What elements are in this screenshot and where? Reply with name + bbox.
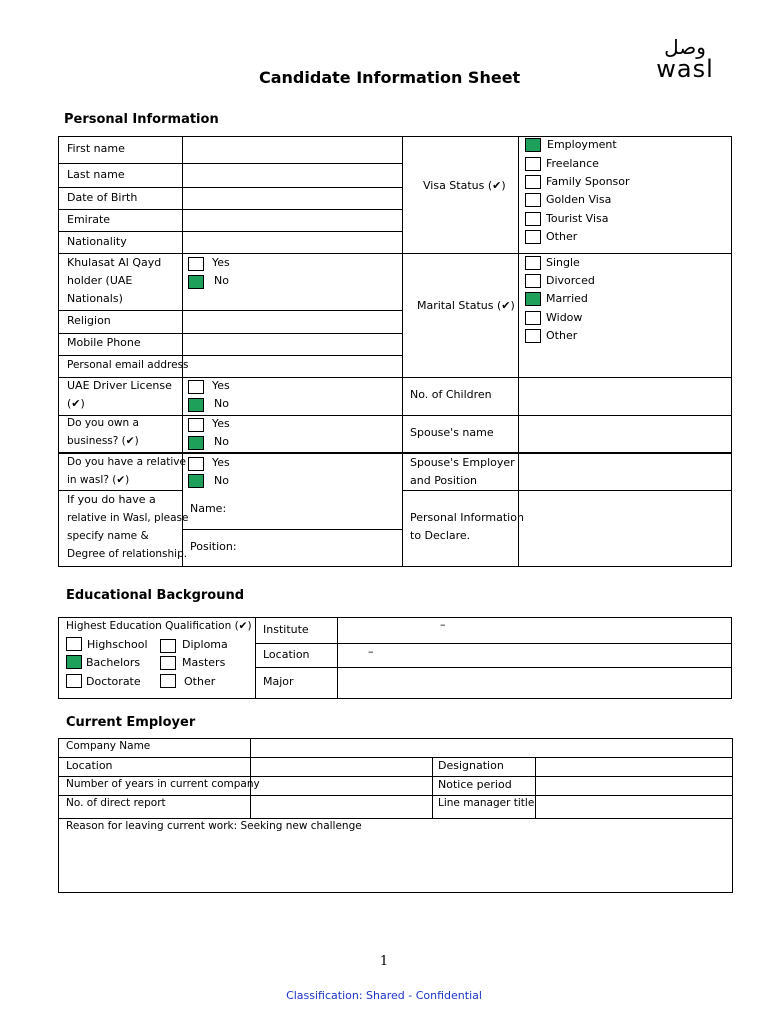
grid-line <box>58 187 402 188</box>
edu-diploma-checkbox[interactable] <box>160 639 176 653</box>
notice-label: Notice period <box>438 778 512 791</box>
grid-line <box>518 136 519 567</box>
grid-line <box>58 231 402 232</box>
line-manager-label: Line manager title <box>438 797 535 809</box>
first-name-label: First name <box>67 142 125 155</box>
if-relative-line2: relative in Wasl, please <box>67 512 189 524</box>
personal-table-border <box>58 136 732 567</box>
marital-widow-label: Widow <box>546 311 583 324</box>
grid-line <box>255 617 256 699</box>
qualification-label: Highest Education Qualification (✔) <box>66 620 252 632</box>
grid-line <box>255 667 732 668</box>
employer-table-border <box>58 738 733 893</box>
relative-no-checkbox[interactable] <box>188 474 204 488</box>
grid-line <box>255 643 732 644</box>
marital-married-checkbox[interactable] <box>525 292 541 306</box>
marital-divorced-label: Divorced <box>546 274 595 287</box>
marital-other-label: Other <box>546 329 578 342</box>
designation-label: Designation <box>438 759 504 772</box>
visa-other-label: Other <box>546 230 578 243</box>
marital-divorced-checkbox[interactable] <box>525 274 541 288</box>
email-label: Personal email address <box>67 359 189 371</box>
grid-line <box>58 757 733 758</box>
logo-arabic: وصل <box>664 35 706 59</box>
relative-name-label: Name: <box>190 502 227 515</box>
qayd-label-line1: Khulasat Al Qayd <box>67 256 162 269</box>
business-label-line2: business? (✔) <box>67 435 139 447</box>
visa-golden-label: Golden Visa <box>546 193 612 206</box>
business-yes-checkbox[interactable] <box>188 418 204 432</box>
institute-value: – <box>440 618 446 631</box>
edu-other-label: Other <box>184 675 216 688</box>
education-section-heading: Educational Background <box>66 588 245 603</box>
relative-label-line1: Do you have a relative <box>67 456 186 468</box>
last-name-label: Last name <box>67 168 125 181</box>
grid-line <box>58 355 402 356</box>
grid-line <box>402 490 732 491</box>
marital-status-label: Marital Status (✔) <box>417 299 515 312</box>
children-label: No. of Children <box>410 388 492 401</box>
license-yes-checkbox[interactable] <box>188 380 204 394</box>
relative-no-label: No <box>214 474 229 487</box>
visa-employment-label: Employment <box>547 138 617 151</box>
company-name-label: Company Name <box>66 740 151 752</box>
visa-freelance-checkbox[interactable] <box>525 157 541 171</box>
edu-masters-checkbox[interactable] <box>160 656 176 670</box>
edu-location-label: Location <box>263 648 310 661</box>
classification-label: Classification: Shared - Confidential <box>286 989 482 1002</box>
visa-family-label: Family Sponsor <box>546 175 630 188</box>
grid-line <box>402 136 403 567</box>
qayd-yes-label: Yes <box>212 256 230 269</box>
relative-label-line2: in wasl? (✔) <box>67 474 130 486</box>
spouse-employer-line2: and Position <box>410 474 478 487</box>
wasl-logo <box>652 36 722 86</box>
visa-status-label: Visa Status (✔) <box>423 179 506 192</box>
edu-diploma-label: Diploma <box>182 638 228 651</box>
qayd-yes-checkbox[interactable] <box>188 257 204 271</box>
if-relative-line3: specify name & <box>67 530 149 542</box>
reason-for-leaving: Reason for leaving current work: Seeking new challenge <box>66 820 362 832</box>
if-relative-line1: If you do have a <box>67 493 156 506</box>
marital-single-checkbox[interactable] <box>525 256 541 270</box>
religion-label: Religion <box>67 314 111 327</box>
page-title: Candidate Information Sheet <box>259 68 521 87</box>
relative-yes-checkbox[interactable] <box>188 457 204 471</box>
major-label: Major <box>263 675 294 688</box>
qayd-label-line2: holder (UAE <box>67 274 133 287</box>
visa-family-checkbox[interactable] <box>525 175 541 189</box>
grid-line <box>182 136 183 567</box>
qayd-no-label: No <box>214 274 229 287</box>
declare-line1: Personal Information <box>410 511 524 524</box>
employer-section-heading: Current Employer <box>66 715 196 730</box>
edu-masters-label: Masters <box>182 656 226 669</box>
direct-report-label: No. of direct report <box>66 797 166 809</box>
visa-other-checkbox[interactable] <box>525 230 541 244</box>
visa-golden-checkbox[interactable] <box>525 193 541 207</box>
business-yes-label: Yes <box>212 417 230 430</box>
visa-employment-checkbox[interactable] <box>525 138 541 152</box>
license-label-line1: UAE Driver License <box>67 379 172 392</box>
marital-widow-checkbox[interactable] <box>525 311 541 325</box>
employer-location-label: Location <box>66 759 113 772</box>
marital-other-checkbox[interactable] <box>525 329 541 343</box>
grid-line <box>535 757 536 818</box>
institute-label: Institute <box>263 623 309 636</box>
grid-line <box>58 415 732 416</box>
nationality-label: Nationality <box>67 235 127 248</box>
license-yes-label: Yes <box>212 379 230 392</box>
relative-position-label: Position: <box>190 540 237 553</box>
edu-doctorate-checkbox[interactable] <box>66 674 82 688</box>
grid-line <box>58 209 402 210</box>
mobile-label: Mobile Phone <box>67 336 141 349</box>
visa-tourist-label: Tourist Visa <box>546 212 609 225</box>
license-label-line2: (✔) <box>67 397 85 410</box>
business-no-checkbox[interactable] <box>188 436 204 450</box>
grid-line <box>337 617 338 699</box>
grid-line <box>58 310 402 311</box>
dob-label: Date of Birth <box>67 191 138 204</box>
relative-yes-label: Yes <box>212 456 230 469</box>
visa-tourist-checkbox[interactable] <box>525 212 541 226</box>
personal-section-heading: Personal Information <box>64 112 219 127</box>
emirate-label: Emirate <box>67 213 111 226</box>
edu-highschool-label: Highschool <box>87 638 148 651</box>
if-relative-line4: Degree of relationship. <box>67 548 188 560</box>
grid-line <box>182 529 402 530</box>
edu-other-checkbox[interactable] <box>160 674 176 688</box>
marital-single-label: Single <box>546 256 580 269</box>
edu-location-value: – <box>368 645 374 658</box>
spouse-name-label: Spouse's name <box>410 426 494 439</box>
grid-line <box>58 163 402 164</box>
marital-married-label: Married <box>546 292 588 305</box>
visa-freelance-label: Freelance <box>546 157 599 170</box>
years-label: Number of years in current company <box>66 778 260 790</box>
license-no-label: No <box>214 397 229 410</box>
license-no-checkbox[interactable] <box>188 398 204 412</box>
logo-latin: wasl <box>656 55 714 83</box>
qayd-no-checkbox[interactable] <box>188 275 204 289</box>
edu-bachelors-checkbox[interactable] <box>66 655 82 669</box>
qayd-label-line3: Nationals) <box>67 292 123 305</box>
business-no-label: No <box>214 435 229 448</box>
business-label-line1: Do you own a <box>67 417 139 429</box>
edu-bachelors-label: Bachelors <box>86 656 141 669</box>
grid-line <box>432 757 433 818</box>
page-number: 1 <box>379 954 389 969</box>
edu-highschool-checkbox[interactable] <box>66 637 82 651</box>
spouse-employer-line1: Spouse's Employer <box>410 456 515 469</box>
declare-line2: to Declare. <box>410 529 471 542</box>
edu-doctorate-label: Doctorate <box>86 675 141 688</box>
